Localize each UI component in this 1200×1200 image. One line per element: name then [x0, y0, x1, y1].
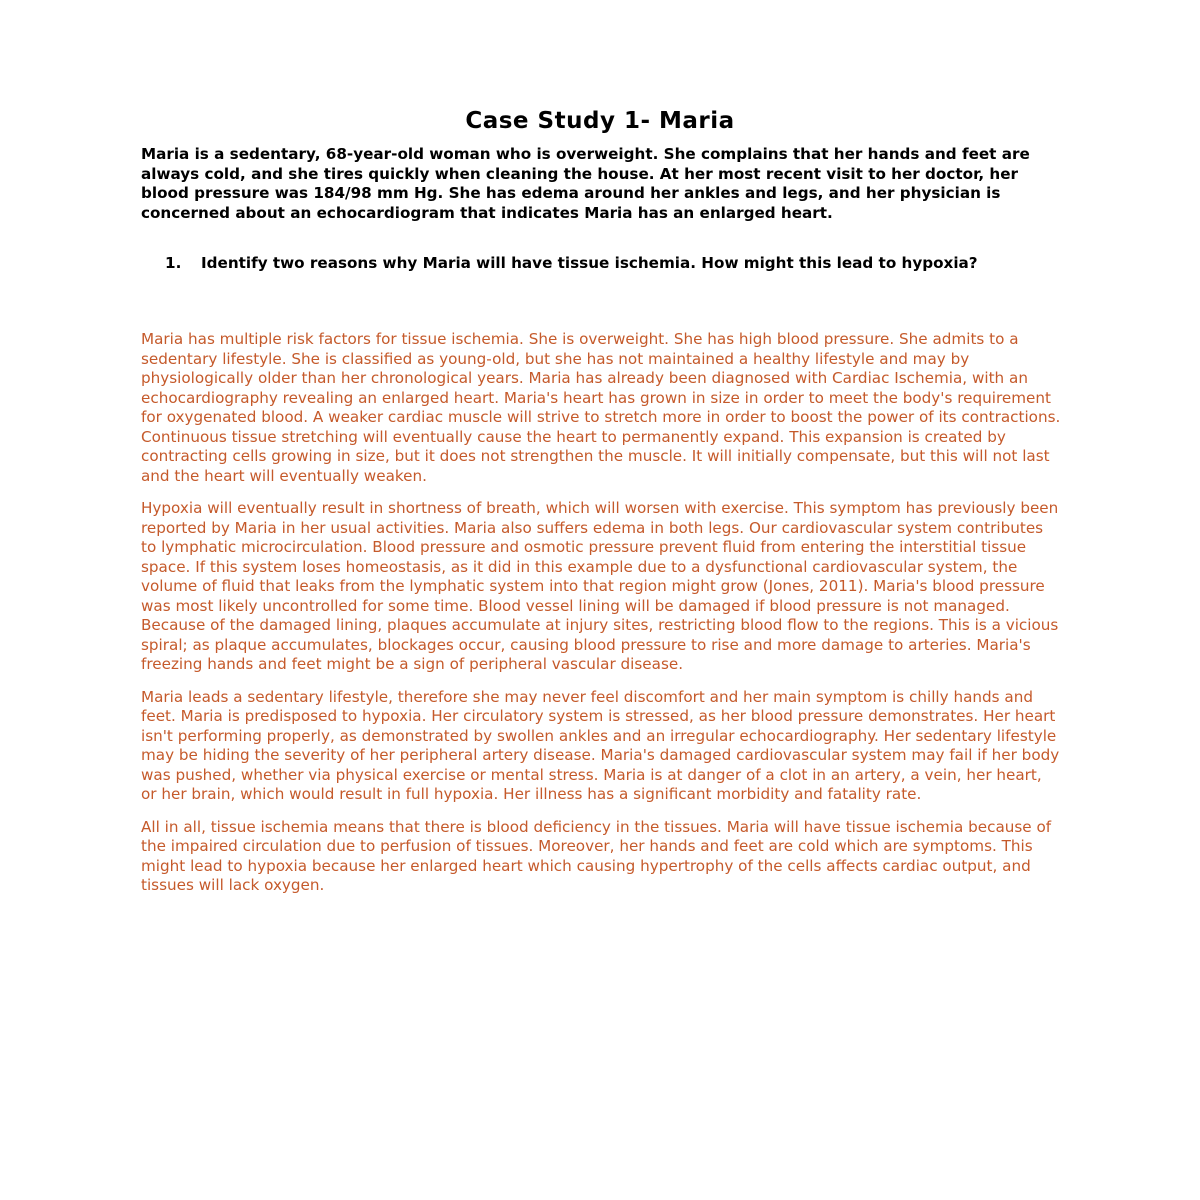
question-item [165, 254, 1045, 274]
document-title: Case Study 1- Maria [465, 108, 735, 134]
answer-paragraph-2: Hypoxia will eventually result in shortness of breath, which will worsen with exercise. This symptom has previously been reported by Maria in her usual activities. Maria also suffers edema in both legs. Our cardiovascular system contributes to lymphatic microcirculation. Blood pressure and osmotic pressure prevent fluid from entering the interstitial tissue space. If this system loses homeostasis, as it did in this example due to a dysfunctional cardiovascular system, the volume of fluid that leaks from the lymphatic system into that region might grow (Jones, 2011). Maria's blood pressure was most likely uncontrolled for some time. Blood vessel lining will be damaged if blood pressure is not managed. Because of the damaged lining, plaques accumulate at injury sites, restricting blood flow to the regions. This is a vicious spiral; as plaque accumulates, blockages occur, causing blood pressure to rise and more damage to arteries. Maria's freezing hands and feet might be a sign of peripheral vascular disease. [141, 499, 1059, 673]
answer-paragraph-4: All in all, tissue ischemia means that there is blood deficiency in the tissues. Maria will have tissue ischemia because of the impaired circulation due to perfusion of tissues. Moreover, her hands and feet are cold which are symptoms. This might lead to hypoxia because her enlarged heart which causing hypertrophy of the cells affects cardiac output, and tissues will lack oxygen. [141, 817, 1052, 894]
answer-paragraph-1: Maria has multiple risk factors for tissue ischemia. She is overweight. She has high blood pressure. She admits to a sedentary lifestyle. She is classified as young-old, but she has not maintained a healthy lifestyle and may by physiologically older than her chronological years. Maria has already been diagnosed with Cardiac Ischemia, with an echocardiography revealing an enlarged heart. Maria's heart has grown in size in order to meet the body's requirement for oxygenated blood. A weaker cardiac muscle will strive to stretch more in order to boost the power of its contractions. Continuous tissue stretching will eventually cause the heart to permanently expand. This expansion is created by contracting cells growing in size, but it does not strengthen the muscle. It will initially compensate, but this will not last and the heart will eventually weaken. [141, 330, 1061, 485]
case-intro: Maria is a sedentary, 68-year-old woman who is overweight. She complains that her hands and feet are always cold, and she tires quickly when cleaning the house. At her most recent visit to her doctor, her blood pressure was 184/98 mm Hg. She has edema around her ankles and legs, and her physician is concerned about an echocardiogram that indicates Maria has an enlarged heart. [141, 145, 1030, 222]
answer-section [141, 330, 1061, 909]
question-text: Identify two reasons why Maria will have tissue ischemia. How might this lead to hypoxia? [201, 254, 978, 272]
question-number: 1. [165, 254, 182, 272]
answer-paragraph-3: Maria leads a sedentary lifestyle, therefore she may never feel discomfort and her main symptom is chilly hands and feet. Maria is predisposed to hypoxia. Her circulatory system is stressed, as her blood pressure demonstrates. Her heart isn't performing properly, as demonstrated by swollen ankles and an irregular echocardiography. Her sedentary lifestyle may be hiding the severity of her peripheral artery disease. Maria's damaged cardiovascular system may fail if her body was pushed, whether via physical exercise or mental stress. Maria is at danger of a clot in an artery, a vein, her heart, or her brain, which would result in full hypoxia. Her illness has a significant morbidity and fatality rate. [141, 687, 1060, 803]
